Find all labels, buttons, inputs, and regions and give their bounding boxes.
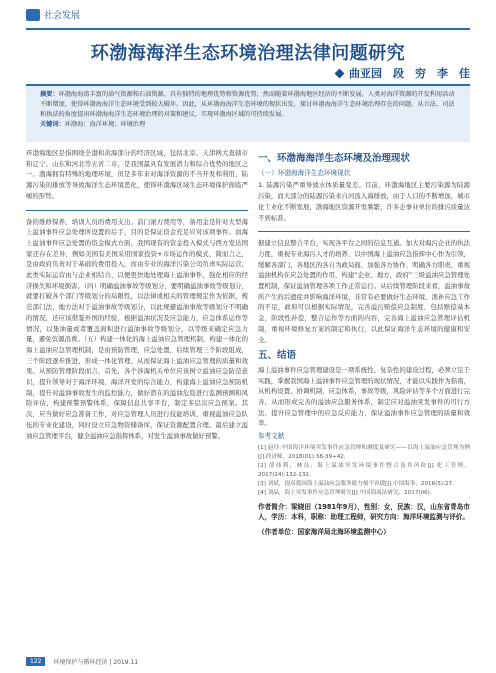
abstract-text: 环渤海海湾丰富的油气资源和石油资源，具有独特的地理优势和资源优势，然而随着环渤海地区经济的不断发展，人类对海洋资源的开发利用活动不断增加，使得环渤海海洋生态环境受到较大破坏。因此，从环渤海海洋生态环境的现状出发，探讨环渤海海洋生态环境治理存在的问题，从立法、司法和执法的角度提出环渤海海洋生态环境治理的对策和建议，实现环渤海区域的可持续发展。: [40, 91, 455, 118]
author-names: 曲亚园 段 穷 李 佳: [349, 67, 470, 80]
keywords-label: 关键词：: [40, 121, 65, 128]
right-body-text: 据建立信息整合平台，实现各平台之间的信息互通。加大对海污企业的执法力度，重视专业海污人才的培养，以中国海上溢油应急指挥中心作为引领，缓解各部门，各地区的各自为政局面，加强各方协作，明确各方职责，重视溢油机构在应急处置的作用，构建“企业、地方、政府”三级溢油应急管理处置机制，保证溢油管理各项工作正常运行。从后续管理阶段来看，溢油事故所产生的后遗症并影响海洋环境、非常有必要做好生态环境、渔补应急工作的不足，政府可以根据实际情况，完善溢污赔偿应急制度，包括赔偿基本金，阶段性补偿，整合运作等方面的内容，完善海上溢油应急管理评估机制，重视环境修复方案的制定和执行，以此保证海洋生态环境的健康和安全。: [258, 239, 470, 344]
page-footer: [26, 657, 138, 666]
references-heading: 参考文献: [258, 432, 285, 441]
conclusion-text: 海上溢油事件应急管理建设是一项系统性、复杂性的建设过程，必须立足于实践，掌握我国海上溢油事件应急管理的现状情况，才能以实践作为指南，从机构设置、协调机制，应急体系，事故等级，风险评估等多个方面进行完善，从而形成完善的溢油应急服务体系，制定应对溢油突发事件的可行方法，提升应急管理中的应急反应能力，保证溢油事件应急管理的质量和效率。: [258, 365, 470, 428]
intro-paragraph: 环渤海地区是指围绕全渤和黄海部分的经济区域，包括北京、天津两大直辖市和辽宁、山东和河北等五省二市，是我国最具有发展潜力和综合优势的地区之一。渤海拥有特殊的地理环境，但是多年来对海洋资源的不当开发和利用，陆源污染的排放等导致海洋生态环境恶化，使得环渤海区域生态环境保护面临严峻的形势。: [26, 149, 248, 200]
section-tag-label: 社会发展: [44, 11, 81, 21]
page-number: 122: [26, 657, 45, 666]
journal-name: 环境保护与循环经济 | 2019.11: [53, 659, 139, 666]
authors: [336, 65, 470, 81]
author-bio: 作者简介：梁晓田（1981年9月），性别：女，民族：汉，山东省青岛市人，学历：本科，职称：助理工程师，研究方向：海洋环境监测与评价。: [258, 502, 470, 522]
reference-item: [2] 薛伟利，林良，海上溢油突发环境事件整合及其风险[J].化工管理，2017(24):132-132.: [258, 462, 470, 478]
abstract-box: [26, 84, 470, 142]
section-tag: [26, 8, 80, 21]
reference-item: [3] 刘斌，提高我国海上溢油应急服务能力刻不容缓[J].中国海事，2016(5):27.: [258, 480, 454, 487]
section-heading-5: 五、结语: [258, 350, 297, 362]
reference-item: [1] 赵玲.中国海洋环境突发事件应急管理和测度及研究——以海上溢油应急管理为例[J].经济师，2018(01):38-39+42.: [258, 444, 470, 460]
left-column: [26, 148, 248, 653]
reference-item: [4] 刘晶，海上突发事件应急管理研究[J].中国海商法研究，2017(06).: [258, 489, 432, 496]
column-separator: [26, 210, 248, 211]
diamond-icon: [335, 68, 345, 78]
subsection-heading: （一）环渤海海洋生态环境现状: [258, 168, 351, 177]
left-body-text: 备的维修保养、培训人员的费用支出。前门滚刃费用等，备用金是针对大型海上溢油事件应急处理所设置的后手，目的是保证资金充足应对该项事件。而海上溢油事件应急处置的资金模式方面，我国现有的资金投入模式与西方发达国家还存在差异，例如美国有美国采用国家投资+市场运作的模式、简而言之，是由政府负责对于基础的费用投入，而由专业的海洋污染公司负责实际运营，此类实际运营由与企业相结合、以便更快地处理海上溢油事件，强化相应的经济损失和环境损害。（四）明确溢油事故等级划分，要明确溢油事故等级划分，就要打破各个部门等级划分的局限性，以法律或相关的管理规定作为依据，规范部门法，地方法对于溢油事故等级划分，以此规避溢油事故等级划分不明确的情况，还应该借鉴外国的经验，根据溢油状况及应急能力，应急体系运作等情况，以集油量或者覆盖面积进行溢油事故等级划分，以等级来确定应急力量，避免资源浪费。（五）构建一体化的海上溢油应急管理机制，构建一体化的海上溢油应急管理机制，是由预防管理，应急处置，后续管理三个阶段组成，三个阶段逐步推进，形成一体化管理、从而保证海上溢油应急管理的质量和效果。从预防管理阶段而言，首先，各个涉海机关单位应该树立溢油应急防范意识，提升领导对于海洋环境、海洋开发的综合能力，构建海上溢油应急预防机制，提升对溢油事故发生的监控能力，做好潜在的溢油危险进行监测预测和风险评估，构建预警预警体系，保障信息共享平台，制定多层次应急预案。其次，应当做好应急准备工作，对应急管理人员进行技能培训，重视溢油应急队伍的专业化建设，同时设立应急物资储备库，保证资源配置合理。最后建立溢油应急管理平台，健全溢油应急指挥体系，对发生溢油事故做好预警。: [26, 217, 248, 440]
top-bar: [0, 0, 496, 31]
article-title: 环渤海海洋生态环境治理法律问题研究: [90, 43, 406, 64]
keywords-text: 环渤海；海洋环境；环境治理: [64, 121, 146, 128]
right-column: [258, 148, 470, 653]
author-affiliation: （作者单位：国家海洋局北海环境监测中心）: [258, 527, 390, 536]
section-heading-1: 一、环渤海海洋生态环境及治理现状: [258, 153, 411, 164]
abstract-label: 摘要：: [40, 91, 59, 98]
column-separator-right: [258, 231, 470, 232]
header-rule: [26, 28, 470, 30]
section-1-text: 1. 陆源污染严重导致水体质量变差。目前，环渤海地区主要污染源为陆源污染，而大部分的陆源污染来自河流入海排放，由于人口的不断增加，城市化工业化不断发展，渤海地区资源开发频繁，许多企事业单位的排污质量达不到标准。: [258, 181, 470, 222]
section-marker-icon: [26, 9, 40, 21]
